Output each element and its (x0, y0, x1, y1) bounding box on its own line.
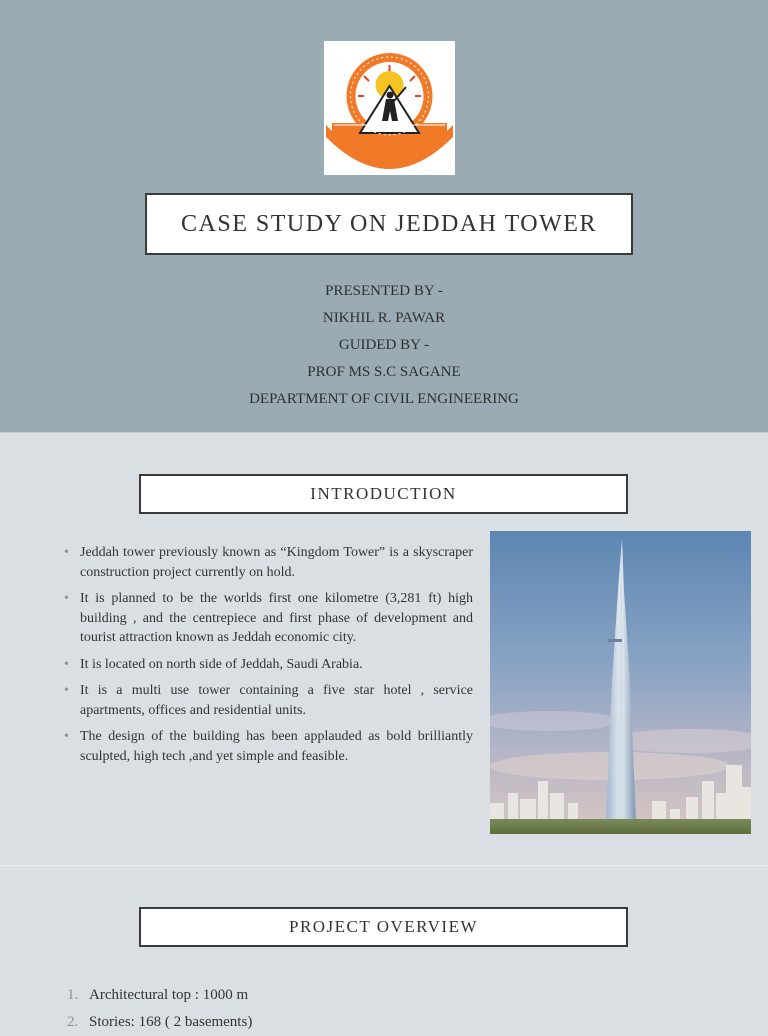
list-item: • It is located on north side of Jeddah, Saudi Arabia. (62, 655, 473, 675)
university-emblem-icon (324, 41, 455, 175)
list-item: • Jeddah tower previously known as “Kingdom Tower” is a skyscraper construction project currently on hold. (64, 545, 473, 580)
introduction-heading: INTRODUCTION (139, 474, 628, 514)
project-overview-list (67, 982, 252, 1036)
bullet-icon: • (64, 591, 69, 606)
bullet-icon: • (64, 683, 69, 698)
introduction-bullet-list (62, 543, 473, 773)
list-item: 1. Architectural top : 1000 m (67, 987, 249, 1003)
project-overview-heading: PROJECT OVERVIEW (139, 907, 628, 947)
list-item: • It is a multi use tower containing a five star hotel , service apartments, offices and residential units. (64, 683, 473, 718)
list-item: • The design of the building has been applauded as bold brilliantly sculpted, high tech ,and yet simple and feasible. (64, 729, 473, 764)
department-name: DEPARTMENT OF CIVIL ENGINEERING (249, 391, 519, 407)
presentation-title: CASE STUDY ON JEDDAH TOWER (145, 193, 633, 255)
bullet-icon: • (64, 729, 69, 744)
guided-by-label: GUIDED BY - (338, 337, 430, 353)
presented-by-label: PRESENTED BY - (325, 283, 443, 299)
bullet-icon: • (64, 656, 69, 672)
jeddah-tower-photo-icon (490, 531, 751, 834)
list-item: • It is planned to be the worlds first one kilometre (3,281 ft) high building , and the centrepiece and first phase of development and tourist attraction known as Jeddah economic city. (64, 591, 473, 645)
jeddah-tower-photo (490, 531, 751, 834)
bullet-icon: • (64, 545, 69, 560)
title-slide (0, 0, 768, 432)
guide-name: PROF MS S.C SAGANE (307, 364, 461, 380)
list-item: 2. Stories: 168 ( 2 basements) (67, 1014, 253, 1030)
presenter-name: NIKHIL R. PAWAR (322, 310, 446, 326)
presenter-info (0, 278, 768, 413)
university-logo (324, 41, 455, 175)
